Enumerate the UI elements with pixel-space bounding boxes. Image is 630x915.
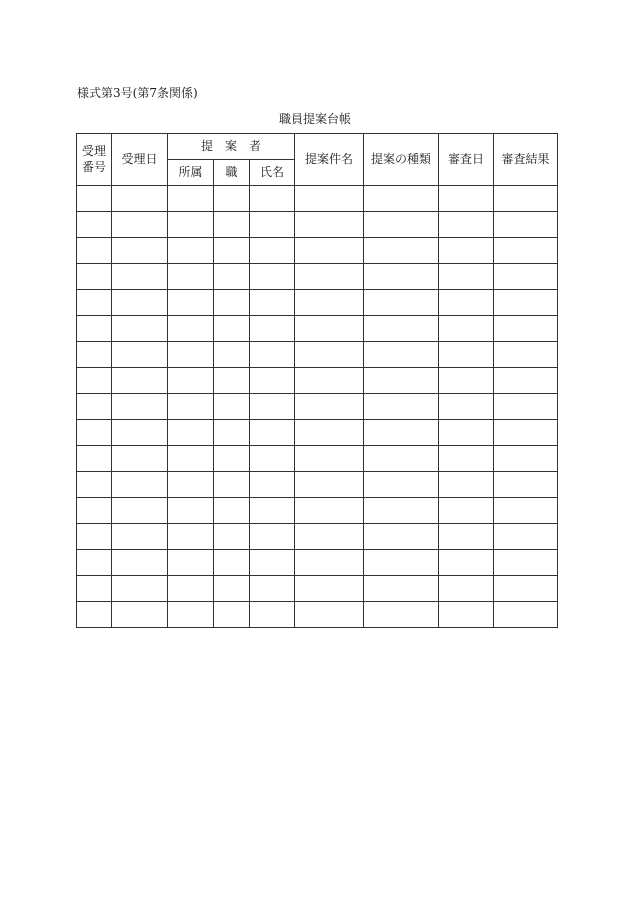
cell-review-date xyxy=(439,264,494,290)
cell-affiliation xyxy=(168,368,214,394)
cell-review-date xyxy=(439,186,494,212)
cell-receipt-date xyxy=(112,446,168,472)
cell-review-date xyxy=(439,212,494,238)
cell-proposal-type xyxy=(364,550,439,576)
cell-review-date xyxy=(439,498,494,524)
cell-review-result xyxy=(494,576,558,602)
cell-receipt-date xyxy=(112,576,168,602)
table-row xyxy=(77,316,558,342)
cell-name xyxy=(250,290,295,316)
cell-receipt-number xyxy=(77,394,112,420)
cell-receipt-date xyxy=(112,212,168,238)
header-review-date: 審査日 xyxy=(439,134,494,186)
cell-review-result xyxy=(494,550,558,576)
cell-affiliation xyxy=(168,264,214,290)
cell-review-result xyxy=(494,446,558,472)
cell-position xyxy=(214,264,250,290)
cell-proposal-type xyxy=(364,316,439,342)
cell-receipt-date xyxy=(112,524,168,550)
ledger-body xyxy=(77,186,558,628)
cell-receipt-number xyxy=(77,498,112,524)
cell-proposal-subject xyxy=(295,264,364,290)
cell-affiliation xyxy=(168,238,214,264)
cell-review-result xyxy=(494,420,558,446)
table-row xyxy=(77,342,558,368)
cell-proposal-subject xyxy=(295,368,364,394)
header-affiliation: 所属 xyxy=(168,160,214,186)
cell-proposal-type xyxy=(364,264,439,290)
table-row xyxy=(77,524,558,550)
cell-affiliation xyxy=(168,212,214,238)
cell-affiliation xyxy=(168,498,214,524)
cell-review-date xyxy=(439,602,494,628)
table-row xyxy=(77,368,558,394)
cell-proposal-subject xyxy=(295,576,364,602)
cell-position xyxy=(214,420,250,446)
cell-review-result xyxy=(494,368,558,394)
cell-name xyxy=(250,498,295,524)
cell-name xyxy=(250,446,295,472)
cell-receipt-date xyxy=(112,342,168,368)
cell-receipt-date xyxy=(112,550,168,576)
cell-affiliation xyxy=(168,446,214,472)
cell-receipt-number xyxy=(77,212,112,238)
cell-review-result xyxy=(494,394,558,420)
header-receipt-number-line1: 受理 xyxy=(81,143,106,158)
cell-receipt-date xyxy=(112,472,168,498)
header-receipt-number xyxy=(77,134,112,186)
cell-affiliation xyxy=(168,394,214,420)
table-row xyxy=(77,420,558,446)
cell-receipt-number xyxy=(77,368,112,394)
cell-proposal-type xyxy=(364,394,439,420)
cell-review-result xyxy=(494,316,558,342)
cell-position xyxy=(214,446,250,472)
cell-review-result xyxy=(494,212,558,238)
table-row xyxy=(77,238,558,264)
cell-name xyxy=(250,342,295,368)
table-row xyxy=(77,264,558,290)
cell-review-date xyxy=(439,342,494,368)
cell-affiliation xyxy=(168,524,214,550)
table-row xyxy=(77,498,558,524)
header-position: 職 xyxy=(214,160,250,186)
cell-proposal-type xyxy=(364,368,439,394)
cell-affiliation xyxy=(168,186,214,212)
cell-name xyxy=(250,238,295,264)
cell-proposal-subject xyxy=(295,186,364,212)
cell-affiliation xyxy=(168,342,214,368)
cell-proposal-subject xyxy=(295,394,364,420)
cell-position xyxy=(214,498,250,524)
cell-name xyxy=(250,394,295,420)
cell-proposal-type xyxy=(364,238,439,264)
page-title: 職員提案台帳 xyxy=(278,112,351,126)
table-row xyxy=(77,394,558,420)
cell-receipt-number xyxy=(77,550,112,576)
cell-proposal-type xyxy=(364,290,439,316)
cell-affiliation xyxy=(168,316,214,342)
cell-receipt-number xyxy=(77,420,112,446)
cell-review-date xyxy=(439,576,494,602)
cell-receipt-date xyxy=(112,238,168,264)
table-row xyxy=(77,472,558,498)
cell-position xyxy=(214,186,250,212)
cell-proposal-subject xyxy=(295,602,364,628)
cell-name xyxy=(250,368,295,394)
cell-position xyxy=(214,394,250,420)
cell-review-date xyxy=(439,420,494,446)
cell-proposal-subject xyxy=(295,212,364,238)
header-proposal-subject: 提案件名 xyxy=(295,134,364,186)
cell-position xyxy=(214,368,250,394)
cell-review-result xyxy=(494,290,558,316)
cell-position xyxy=(214,550,250,576)
cell-proposal-type xyxy=(364,602,439,628)
cell-proposal-subject xyxy=(295,316,364,342)
cell-proposal-subject xyxy=(295,550,364,576)
cell-name xyxy=(250,264,295,290)
cell-receipt-number xyxy=(77,472,112,498)
cell-review-result xyxy=(494,524,558,550)
header-proposer xyxy=(168,134,295,160)
cell-receipt-date xyxy=(112,186,168,212)
cell-affiliation xyxy=(168,290,214,316)
cell-proposal-type xyxy=(364,498,439,524)
cell-review-date xyxy=(439,238,494,264)
cell-review-result xyxy=(494,186,558,212)
cell-proposal-subject xyxy=(295,238,364,264)
cell-review-result xyxy=(494,264,558,290)
cell-name xyxy=(250,186,295,212)
cell-review-date xyxy=(439,472,494,498)
header-receipt-date: 受理日 xyxy=(112,134,168,186)
cell-receipt-date xyxy=(112,290,168,316)
cell-receipt-number xyxy=(77,186,112,212)
cell-proposal-type xyxy=(364,446,439,472)
header-proposal-type: 提案の種類 xyxy=(364,134,439,186)
table-row xyxy=(77,602,558,628)
cell-position xyxy=(214,212,250,238)
cell-proposal-subject xyxy=(295,290,364,316)
cell-review-result xyxy=(494,602,558,628)
cell-receipt-date xyxy=(112,498,168,524)
cell-review-result xyxy=(494,238,558,264)
cell-receipt-number xyxy=(77,342,112,368)
cell-review-date xyxy=(439,446,494,472)
cell-receipt-number xyxy=(77,576,112,602)
proposal-ledger-table xyxy=(76,133,558,628)
cell-position xyxy=(214,576,250,602)
header-review-result: 審査結果 xyxy=(494,134,558,186)
cell-receipt-number xyxy=(77,602,112,628)
table-row xyxy=(77,550,558,576)
table-row xyxy=(77,576,558,602)
cell-review-date xyxy=(439,368,494,394)
cell-name xyxy=(250,420,295,446)
cell-name xyxy=(250,602,295,628)
cell-proposal-type xyxy=(364,186,439,212)
cell-proposal-type xyxy=(364,472,439,498)
cell-proposal-subject xyxy=(295,342,364,368)
cell-position xyxy=(214,316,250,342)
cell-proposal-subject xyxy=(295,472,364,498)
table-row xyxy=(77,186,558,212)
cell-review-date xyxy=(439,316,494,342)
cell-proposal-subject xyxy=(295,446,364,472)
cell-position xyxy=(214,238,250,264)
cell-position xyxy=(214,472,250,498)
cell-receipt-number xyxy=(77,446,112,472)
cell-affiliation xyxy=(168,420,214,446)
cell-proposal-type xyxy=(364,576,439,602)
cell-review-date xyxy=(439,394,494,420)
cell-receipt-date xyxy=(112,368,168,394)
cell-position xyxy=(214,290,250,316)
cell-proposal-subject xyxy=(295,524,364,550)
cell-review-result xyxy=(494,472,558,498)
cell-proposal-subject xyxy=(295,420,364,446)
cell-review-result xyxy=(494,498,558,524)
cell-proposal-type xyxy=(364,420,439,446)
header-name: 氏名 xyxy=(250,160,295,186)
header-proposer-label: 提 案 者 xyxy=(201,138,262,153)
table-row xyxy=(77,290,558,316)
cell-affiliation xyxy=(168,602,214,628)
cell-review-date xyxy=(439,524,494,550)
cell-receipt-date xyxy=(112,316,168,342)
cell-receipt-date xyxy=(112,602,168,628)
cell-receipt-date xyxy=(112,420,168,446)
cell-name xyxy=(250,472,295,498)
cell-position xyxy=(214,342,250,368)
cell-name xyxy=(250,550,295,576)
cell-receipt-number xyxy=(77,238,112,264)
cell-proposal-subject xyxy=(295,498,364,524)
table-row xyxy=(77,446,558,472)
header-receipt-number-line2: 番号 xyxy=(81,159,106,174)
cell-proposal-type xyxy=(364,342,439,368)
cell-receipt-number xyxy=(77,316,112,342)
cell-receipt-date xyxy=(112,264,168,290)
table-row xyxy=(77,212,558,238)
cell-receipt-number xyxy=(77,524,112,550)
cell-review-result xyxy=(494,342,558,368)
cell-name xyxy=(250,524,295,550)
cell-affiliation xyxy=(168,550,214,576)
cell-proposal-type xyxy=(364,524,439,550)
cell-affiliation xyxy=(168,472,214,498)
cell-receipt-date xyxy=(112,394,168,420)
cell-position xyxy=(214,524,250,550)
cell-name xyxy=(250,576,295,602)
cell-name xyxy=(250,212,295,238)
cell-review-date xyxy=(439,290,494,316)
cell-receipt-number xyxy=(77,264,112,290)
cell-receipt-number xyxy=(77,290,112,316)
cell-affiliation xyxy=(168,576,214,602)
cell-review-date xyxy=(439,550,494,576)
cell-name xyxy=(250,316,295,342)
form-number: 様式第3号(第7条関係) xyxy=(77,86,198,100)
cell-proposal-type xyxy=(364,212,439,238)
cell-position xyxy=(214,602,250,628)
